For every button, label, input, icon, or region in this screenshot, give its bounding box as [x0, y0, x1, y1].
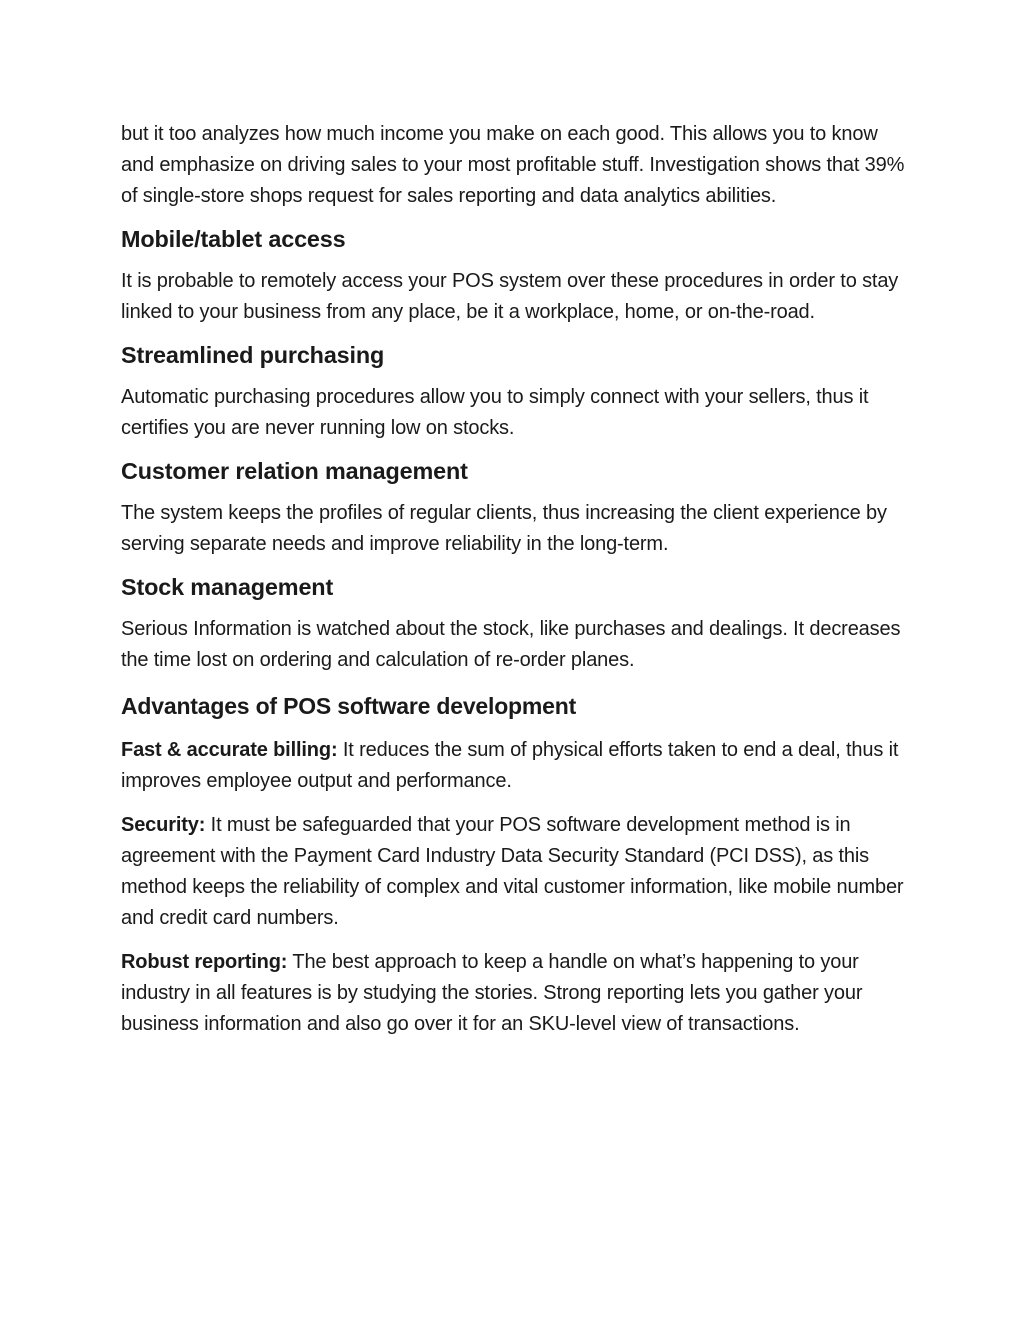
advantage-item-robust-reporting: [121, 947, 911, 1040]
feature-heading-mobile-tablet-access: Mobile/tablet access: [121, 226, 346, 252]
advantage-term: Fast & accurate billing:: [121, 739, 338, 761]
section-heading-advantages: Advantages of POS software development: [121, 693, 577, 719]
intro-paragraph: but it too analyzes how much income you make on each good. This allows you to know and emphasize on driving sales to your most profitable stuff. Investigation shows that 39% of single-store shops request for sales reporting and data analytics abilities.: [121, 123, 905, 207]
advantage-item-fast-accurate-billing: [121, 735, 911, 797]
advantage-text: It must be safeguarded that your POS software development method is in agreement with the Payment Card Industry Data Security Standard (PCI DSS), as this method keeps the reliability of complex and vital customer information, like mobile number and credit card numbers.: [121, 814, 904, 929]
feature-heading-customer-relation-management: Customer relation management: [121, 458, 468, 484]
advantage-item-security: [121, 810, 911, 934]
advantage-text: It reduces the sum of physical efforts taken to end a deal, thus it improves employee output and performance.: [121, 739, 899, 792]
feature-heading-stock-management: Stock management: [121, 574, 334, 600]
feature-text-stock-management: Serious Information is watched about the stock, like purchases and dealings. It decreases the time lost on ordering and calculation of re-order planes.: [121, 618, 901, 671]
advantage-term: Security:: [121, 814, 206, 836]
advantage-term: Robust reporting:: [121, 951, 288, 973]
document-page: [121, 119, 911, 1053]
feature-heading-streamlined-purchasing: Streamlined purchasing: [121, 342, 385, 368]
feature-text-streamlined-purchasing: Automatic purchasing procedures allow you to simply connect with your sellers, thus it certifies you are never running low on stocks.: [121, 386, 869, 439]
feature-text-customer-relation-management: The system keeps the profiles of regular clients, thus increasing the client experience by serving separate needs and improve reliability in the long-term.: [121, 502, 887, 555]
feature-text-mobile-tablet-access: It is probable to remotely access your POS system over these procedures in order to stay linked to your business from any place, be it a workplace, home, or on-the-road.: [121, 270, 899, 323]
advantage-text: The best approach to keep a handle on what’s happening to your industry in all features is by studying the stories. Strong reporting lets you gather your business information and also go over it for an SKU-level view of transactions.: [121, 951, 863, 1035]
